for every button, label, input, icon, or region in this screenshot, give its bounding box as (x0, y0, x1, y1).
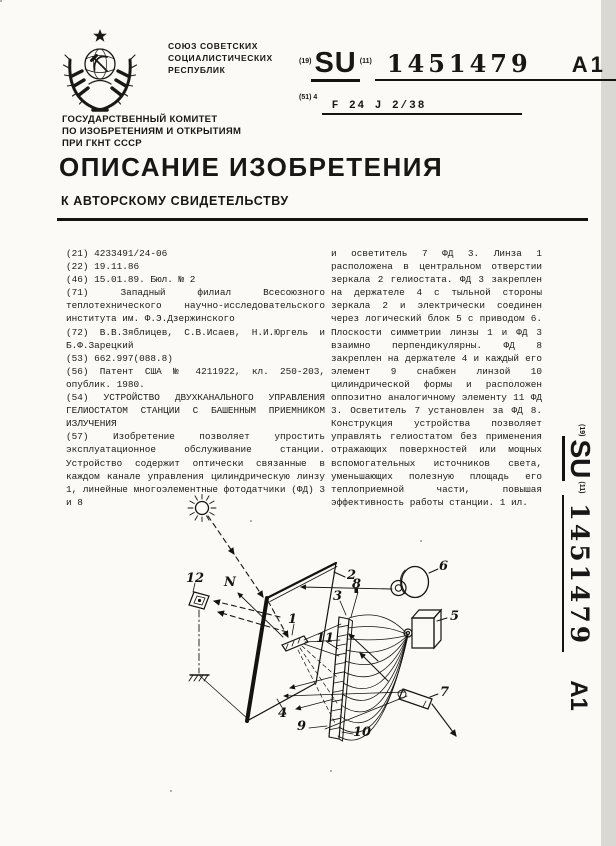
sidebar-number: 1451479 (562, 495, 594, 652)
fan-arrows (349, 634, 388, 681)
country-line: СОЮЗ СОВЕТСКИХ (168, 41, 259, 51)
sun-icon (188, 495, 216, 522)
country-name (168, 40, 273, 76)
cylindrical-lens (282, 624, 308, 651)
scan-speck (0, 0, 2, 2)
header-divider (57, 218, 588, 221)
figure-label-2: 2 (347, 568, 357, 583)
invention-title-item: (54) УСТРОЙСТВО ДВУХКАНАЛЬНОГО УПРАВЛЕНИЯ ГЕЛИОСТАТОМ СТАНЦИИ С БАШЕННЫМ ПРИЕМНИКОМ ИЗЛУЧЕНИЯ (66, 392, 325, 430)
country-line: СОЦИАЛИСТИЧЕСКИХ (168, 53, 273, 63)
biblio-item: (72) В.В.Зяблицев, С.В.Исаев, Н.И.Юргель и Б.Ф.Зарецкий (66, 326, 325, 351)
figure-label-8: 8 (352, 577, 362, 592)
receiver-target (189, 583, 209, 609)
country-line: РЕСПУБЛИК (168, 65, 226, 75)
committee-line: ГОСУДАРСТВЕННЫЙ КОМИТЕТ (62, 114, 218, 125)
inid-11-label: (11) (359, 58, 372, 65)
country-code: SU (311, 47, 359, 82)
kind-code: A1 (571, 52, 606, 77)
ipc-class: F 24 J 2/38 (322, 100, 523, 115)
figure-label-12: 12 (186, 571, 205, 586)
publication-number: 1451479 (386, 49, 532, 78)
ínid-19-label: (19) (299, 58, 312, 65)
biblio-item: (21) 4233491/24-06 (66, 248, 168, 259)
figure-drawing (120, 493, 480, 803)
sidebar-inid-19: (19) (578, 424, 585, 437)
lens-ray-fan (338, 615, 408, 740)
biblio-item: (46) 15.01.89. Бюл. № 2 (66, 274, 196, 286)
committee-name (62, 114, 241, 149)
inid-51-label: (51) 4 (299, 94, 318, 101)
biblio-item: (53) 662.997(088.8) (66, 352, 173, 364)
figure-label-5: 5 (450, 609, 460, 624)
ipc-line (299, 94, 522, 115)
sidebar-inid-11: (11) (578, 481, 585, 494)
sun-ray (208, 516, 288, 637)
page-subtitle: К АВТОРСКОМУ СВИДЕТЕЛЬСТВУ (61, 194, 289, 208)
figure-1 (120, 493, 480, 803)
scan-speck (170, 790, 172, 792)
sidebar-publication-number (564, 424, 596, 711)
figure-label-1: 1 (288, 612, 298, 627)
biblio-item: (56) Патент США № 4211922, кл. 250-203, опублик. 1980. (66, 365, 325, 390)
figure-label-4: 4 (278, 706, 288, 721)
abstract-column (331, 247, 542, 509)
figure-label-10: 10 (353, 725, 372, 740)
abstract-continuation: и осветитель 7 ФД 3. Линза 1 расположена в центральном отверстии зеркала 2 гелиостата. ФД 3 закреплен на держателе 4 с тыльной стороны зеркала 2 и электрически соединен через логический блок 5 с приводом 6. Плоскости симметрии линзы 1 и ФД 3 взаимно перпендикулярны. ФД 8 закреплен на держателе 4 и каждый его элемент 9 снабжен линзой 10 цилиндрической формы и расположен оппозитно аналогичному элементу 11 ФД 3. Осветитель 7 установлен за ФД 8. Конструкция устройства позволяет управлять гелиостатом без применения отражающих поверхностей или мощных вспомогательных источников света, уменьшающих полезную площадь его теплоприемной части, повышая эффективность работы станции. 1 ил. (331, 248, 542, 508)
figure-label-N: N (224, 575, 236, 590)
sidebar-country-code: SU (562, 436, 596, 481)
publication-number-group (375, 49, 616, 81)
committee-line: ПО ИЗОБРЕТЕНИЯМ И ОТКРЫТИЯМ (62, 125, 242, 137)
page-title: ОПИСАНИЕ ИЗОБРЕТЕНИЯ (59, 152, 444, 182)
ussr-emblem-icon (60, 26, 140, 114)
figure-label-11: 11 (316, 631, 335, 646)
figure-label-7: 7 (440, 685, 450, 700)
scan-speck (330, 770, 332, 772)
sidebar-kind-code: A1 (565, 680, 592, 711)
committee-line: ПРИ ГКНТ СССР (62, 137, 142, 149)
biblio-item: (71) Западный филиал Всесоюзного теплотехнического научно-исследовательского института им. Ф.Э.Дзержинского (66, 287, 325, 325)
scan-speck (250, 520, 252, 522)
abstract-start: (57) Изобретение позволяет упростить эксплуатационное обслуживание станции. Устройство содержит оптически связанные в каждом канале управления цилиндрическую линзу 1, линейные многоэлементные фотодатчики (ФД) 3 и 8 (66, 431, 325, 508)
bibliography-column (66, 247, 325, 509)
figure-label-9: 9 (297, 719, 307, 734)
figure-label-3: 3 (333, 589, 343, 604)
biblio-item: (22) 19.11.86 (66, 261, 140, 273)
publication-header (299, 47, 616, 81)
scan-speck (420, 540, 422, 542)
logic-block (404, 610, 447, 648)
figure-label-6: 6 (439, 559, 449, 574)
ground-symbol (189, 675, 248, 719)
